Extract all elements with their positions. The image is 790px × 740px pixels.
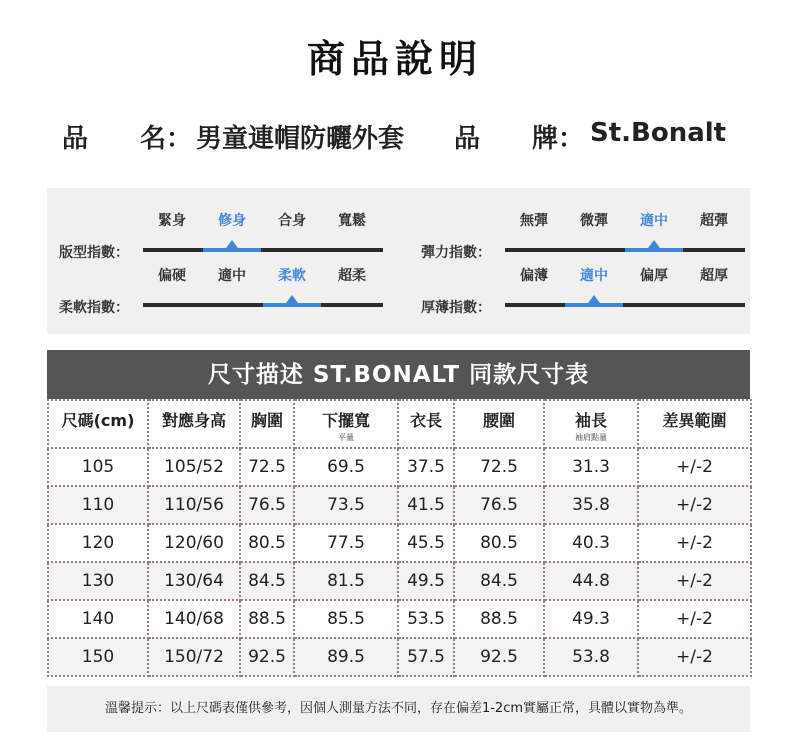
- index-segment: [505, 248, 563, 252]
- index-selected-segment: [263, 303, 321, 307]
- table-body: [48, 448, 751, 676]
- table-cell: 49.3: [544, 600, 638, 638]
- table-cell: +/-2: [638, 638, 751, 676]
- table-cell: 37.5: [398, 448, 454, 486]
- table-cell: 150/72: [148, 638, 240, 676]
- table-cell: 53.5: [398, 600, 454, 638]
- table-row: [48, 448, 751, 486]
- table-cell: 140/68: [148, 600, 240, 638]
- column-header-label: 衣長: [409, 411, 442, 430]
- index-selected-segment: [203, 248, 261, 252]
- table-cell: 130: [48, 562, 148, 600]
- table-header-row: [48, 400, 751, 448]
- table-cell: 150: [48, 638, 148, 676]
- table-cell: 40.3: [544, 524, 638, 562]
- index-option: 緊身: [158, 213, 186, 229]
- product-name-value: 男童連帽防曬外套: [196, 124, 405, 154]
- table-cell: 85.5: [294, 600, 398, 638]
- table-cell: 72.5: [240, 448, 294, 486]
- index-option: 適中: [640, 213, 668, 229]
- table-cell: 76.5: [240, 486, 294, 524]
- index-option: 微彈: [580, 213, 608, 229]
- index-segment: [203, 303, 261, 307]
- table-row: [48, 486, 751, 524]
- table-row: [48, 524, 751, 562]
- index-segment: [323, 303, 381, 307]
- column-header: [294, 400, 398, 448]
- table-cell: 81.5: [294, 562, 398, 600]
- brand-value: St.Bonalt: [590, 118, 727, 148]
- column-header: [638, 400, 751, 448]
- column-header-label: 腰圍: [482, 411, 515, 430]
- table-cell: 89.5: [294, 638, 398, 676]
- column-header: [148, 400, 240, 448]
- column-header: [544, 400, 638, 448]
- size-table-header: 尺寸描述 ST.BONALT 同款尺寸表: [47, 350, 750, 399]
- table-cell: 31.3: [544, 448, 638, 486]
- table-cell: 120: [48, 524, 148, 562]
- column-header: [454, 400, 544, 448]
- table-cell: 120/60: [148, 524, 240, 562]
- index-option: 適中: [580, 268, 608, 284]
- table-cell: 88.5: [240, 600, 294, 638]
- table-cell: 105: [48, 448, 148, 486]
- index-option: 超柔: [338, 268, 366, 284]
- table-cell: 80.5: [240, 524, 294, 562]
- index-segment: [143, 303, 201, 307]
- index-option: 超彈: [700, 213, 728, 229]
- column-header-label: 下擺寬: [321, 411, 370, 430]
- table-cell: 80.5: [454, 524, 544, 562]
- product-name-label: 品 名：: [62, 124, 193, 154]
- table-cell: 73.5: [294, 486, 398, 524]
- table-cell: 84.5: [240, 562, 294, 600]
- table-cell: 77.5: [294, 524, 398, 562]
- size-table: [47, 350, 750, 677]
- index-stretch: [421, 210, 741, 260]
- column-header-label: 袖長: [574, 411, 607, 430]
- table-row: [48, 600, 751, 638]
- table-cell: 130/64: [148, 562, 240, 600]
- table-cell: 92.5: [240, 638, 294, 676]
- table-cell: 35.8: [544, 486, 638, 524]
- table-cell: +/-2: [638, 562, 751, 600]
- table-cell: 110/56: [148, 486, 240, 524]
- column-header: [48, 400, 148, 448]
- table-cell: 76.5: [454, 486, 544, 524]
- index-label: 版型指數：: [59, 245, 129, 261]
- index-segment: [263, 248, 321, 252]
- index-option: 適中: [218, 268, 246, 284]
- table-cell: 44.8: [544, 562, 638, 600]
- table-cell: +/-2: [638, 486, 751, 524]
- index-segment: [685, 248, 743, 252]
- table-cell: 57.5: [398, 638, 454, 676]
- table-cell: +/-2: [638, 600, 751, 638]
- index-label: 彈力指數：: [421, 245, 491, 261]
- index-segment: [625, 303, 683, 307]
- table-row: [48, 638, 751, 676]
- index-label: 柔軟指數：: [59, 300, 129, 316]
- table-cell: 72.5: [454, 448, 544, 486]
- table-cell: 69.5: [294, 448, 398, 486]
- table-cell: 45.5: [398, 524, 454, 562]
- size-table-grid: [47, 399, 752, 677]
- index-option: 合身: [278, 213, 306, 229]
- index-selected-segment: [565, 303, 623, 307]
- brand-label: 品 牌：: [454, 124, 585, 154]
- index-marker-icon: [588, 295, 600, 303]
- table-cell: 92.5: [454, 638, 544, 676]
- index-option: 超厚: [700, 268, 728, 284]
- index-segment: [505, 303, 563, 307]
- index-fit: [59, 210, 379, 260]
- index-option: 修身: [218, 213, 246, 229]
- index-option: 偏厚: [640, 268, 668, 284]
- index-option: 偏薄: [520, 268, 548, 284]
- product-info: [62, 118, 742, 158]
- table-cell: 53.8: [544, 638, 638, 676]
- index-option: 無彈: [520, 213, 548, 229]
- table-cell: 140: [48, 600, 148, 638]
- indices-panel: [47, 188, 750, 334]
- table-cell: 49.5: [398, 562, 454, 600]
- page-title: 商品說明: [306, 37, 483, 81]
- column-header-label: 差異範圍: [662, 411, 727, 430]
- table-cell: +/-2: [638, 448, 751, 486]
- column-header: [398, 400, 454, 448]
- table-cell: 105/52: [148, 448, 240, 486]
- index-option: 柔軟: [278, 268, 306, 284]
- column-header: [240, 400, 294, 448]
- column-header-label: 尺碼(cm): [61, 411, 135, 430]
- column-header-sublabel: 袖肩點量: [575, 433, 607, 442]
- column-header-label: 對應身高: [161, 411, 226, 430]
- index-segment: [685, 303, 743, 307]
- table-cell: 88.5: [454, 600, 544, 638]
- index-marker-icon: [286, 295, 298, 303]
- table-cell: 41.5: [398, 486, 454, 524]
- table-cell: +/-2: [638, 524, 751, 562]
- column-header-label: 胸圍: [250, 411, 283, 430]
- index-segment: [323, 248, 381, 252]
- footnote: 溫馨提示：以上尺碼表僅供參考，因個人測量方法不同，存在偏差1-2cm實屬正常，具體以實物為準。: [47, 686, 750, 732]
- index-option: 偏硬: [158, 268, 186, 284]
- index-softness: [59, 265, 379, 315]
- index-option: 寬鬆: [338, 213, 366, 229]
- table-cell: 84.5: [454, 562, 544, 600]
- table-cell: 110: [48, 486, 148, 524]
- index-segment: [143, 248, 201, 252]
- table-row: [48, 562, 751, 600]
- index-thickness: [421, 265, 741, 315]
- column-header-sublabel: 平量: [338, 433, 354, 442]
- index-selected-segment: [625, 248, 683, 252]
- index-marker-icon: [226, 240, 238, 248]
- index-marker-icon: [648, 240, 660, 248]
- index-label: 厚薄指數：: [421, 300, 491, 316]
- index-segment: [565, 248, 623, 252]
